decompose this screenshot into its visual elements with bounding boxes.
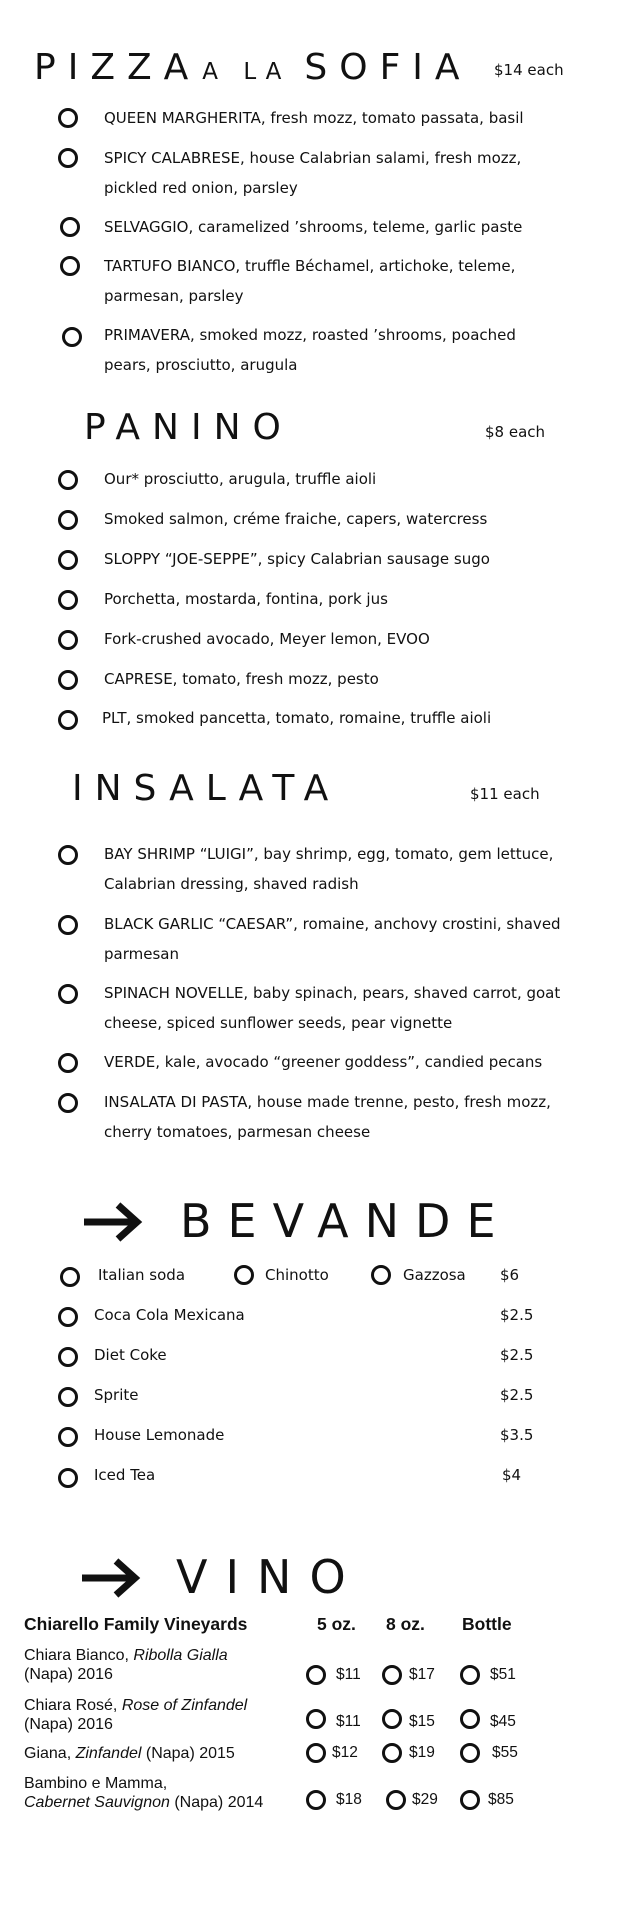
wine-winery-header: Chiarello Family Vineyards (24, 1614, 248, 1634)
insalata-item-text: BLACK GARLIC “CAESAR”, romaine, anchovy crostini, shaved parmesan (104, 915, 561, 963)
checkbox-circle-icon[interactable] (371, 1265, 391, 1285)
panino-price: $8 each (485, 423, 546, 441)
checkbox-circle-icon[interactable] (58, 1093, 78, 1113)
wine-price-bottle: $51 (490, 1666, 516, 1683)
wine-price-5oz: $11 (336, 1666, 361, 1683)
wine-varietal: Rose of Zinfandel (121, 1697, 248, 1714)
checkbox-circle-icon[interactable] (60, 1267, 80, 1287)
insalata-item-text: SPINACH NOVELLE, baby spinach, pears, shaved carrot, goat cheese, spiced sunflower seeds, pear vignette (104, 984, 561, 1032)
pizza-title-main: PIZZA (34, 47, 201, 88)
vino-title: VINO (176, 1550, 364, 1604)
wine-price-8oz: $15 (409, 1713, 435, 1730)
checkbox-circle-icon[interactable] (306, 1665, 326, 1685)
pizza-title-sub: A LA (202, 59, 291, 85)
checkbox-circle-icon[interactable] (58, 1468, 78, 1488)
checkbox-circle-icon[interactable] (382, 1743, 402, 1763)
pizza-item-text: SELVAGGIO, caramelized ’shrooms, teleme, garlic paste (104, 218, 523, 236)
pizza-title (34, 47, 472, 88)
checkbox-circle-icon[interactable] (58, 470, 78, 490)
panino-item-text: Our* prosciutto, arugula, truffle aioli (104, 470, 377, 488)
checkbox-circle-icon[interactable] (58, 108, 78, 128)
drink-label: House Lemonade (94, 1426, 225, 1444)
drink-price: $2.5 (500, 1386, 534, 1404)
wine-price-bottle: $45 (490, 1713, 516, 1730)
checkbox-circle-icon[interactable] (460, 1790, 480, 1810)
drink-row (56, 1462, 576, 1492)
wine-price-5oz: $12 (332, 1744, 358, 1761)
arrow-right-icon (80, 1556, 142, 1600)
checkbox-circle-icon[interactable] (58, 590, 78, 610)
wine-name (24, 1646, 314, 1684)
wine-price-bottle: $85 (488, 1791, 514, 1808)
drink-price: $2.5 (500, 1306, 534, 1324)
checkbox-circle-icon[interactable] (58, 510, 78, 530)
wine-name-part: Chiara Rosé, (24, 1697, 122, 1714)
checkbox-circle-icon[interactable] (386, 1790, 406, 1810)
checkbox-circle-icon[interactable] (58, 1387, 78, 1407)
pizza-item-text: QUEEN MARGHERITA, fresh mozz, tomato passata, basil (104, 109, 524, 127)
wine-col-5oz: 5 oz. (317, 1614, 356, 1634)
pizza-item-text: TARTUFO BIANCO, truffle Béchamel, artichoke, teleme, parmesan, parsley (104, 257, 516, 305)
checkbox-circle-icon[interactable] (306, 1743, 326, 1763)
checkbox-circle-icon[interactable] (58, 845, 78, 865)
wine-name-part: Giana, (24, 1745, 76, 1762)
checkbox-circle-icon[interactable] (382, 1709, 402, 1729)
wine-name-part: Chiara Bianco, (24, 1647, 134, 1664)
soda-option-label: Chinotto (265, 1266, 329, 1284)
wine-name (24, 1696, 314, 1734)
soda-row (56, 1262, 576, 1292)
wine-name-part: (Napa) 2015 (141, 1745, 235, 1762)
wine-price-8oz: $29 (412, 1791, 438, 1808)
insalata-item-text: VERDE, kale, avocado “greener goddess”, candied pecans (104, 1053, 543, 1071)
checkbox-circle-icon[interactable] (306, 1790, 326, 1810)
checkbox-circle-icon[interactable] (58, 1307, 78, 1327)
checkbox-circle-icon[interactable] (306, 1709, 326, 1729)
checkbox-circle-icon[interactable] (58, 984, 78, 1004)
drink-label: Coca Cola Mexicana (94, 1306, 245, 1324)
panino-item-text: Fork-crushed avocado, Meyer lemon, EVOO (104, 630, 430, 648)
wine-name (24, 1744, 314, 1763)
checkbox-circle-icon[interactable] (460, 1743, 480, 1763)
insalata-price: $11 each (470, 785, 540, 803)
insalata-item-text: BAY SHRIMP “LUIGI”, bay shrimp, egg, tomato, gem lettuce, Calabrian dressing, shaved radish (104, 845, 554, 893)
bevande-title: BEVANDE (180, 1194, 512, 1248)
wine-price-8oz: $19 (409, 1744, 435, 1761)
soda-option-label: Italian soda (98, 1266, 186, 1284)
panino-item-text: CAPRESE, tomato, fresh mozz, pesto (104, 670, 379, 688)
panino-item-text: SLOPPY “JOE-SEPPE”, spicy Calabrian sausage sugo (104, 550, 490, 568)
pizza-item-text: SPICY CALABRESE, house Calabrian salami, fresh mozz, pickled red onion, parsley (104, 149, 522, 197)
drink-row (56, 1342, 576, 1372)
checkbox-circle-icon[interactable] (60, 256, 80, 276)
insalata-title: INSALATA (72, 768, 341, 809)
wine-varietal: Zinfandel (75, 1745, 142, 1762)
drink-label: Diet Coke (94, 1346, 167, 1364)
insalata-item-text: INSALATA DI PASTA, house made trenne, pesto, fresh mozz, cherry tomatoes, parmesan cheese (104, 1093, 551, 1141)
checkbox-circle-icon[interactable] (382, 1665, 402, 1685)
drink-price: $3.5 (500, 1426, 534, 1444)
panino-item-text: PLT, smoked pancetta, tomato, romaine, truffle aioli (102, 709, 492, 727)
drink-label: Sprite (94, 1386, 139, 1404)
arrow-right-icon (82, 1200, 144, 1244)
soda-option-label: Gazzosa (403, 1266, 466, 1284)
wine-price-bottle: $55 (492, 1744, 518, 1761)
checkbox-circle-icon[interactable] (58, 710, 78, 730)
pizza-price: $14 each (494, 61, 564, 79)
wine-price-5oz: $11 (336, 1713, 361, 1730)
wine-varietal: Cabernet Sauvignon (24, 1794, 170, 1811)
wine-name-part: (Napa) 2014 (169, 1794, 264, 1811)
drink-price: $2.5 (500, 1346, 534, 1364)
wine-price-5oz: $18 (336, 1791, 362, 1808)
wine-price-8oz: $17 (409, 1666, 435, 1683)
checkbox-circle-icon[interactable] (58, 1053, 78, 1073)
drink-row (56, 1302, 576, 1332)
drink-row (56, 1382, 576, 1412)
wine-col-8oz: 8 oz. (386, 1614, 425, 1634)
checkbox-circle-icon[interactable] (460, 1709, 480, 1729)
checkbox-circle-icon[interactable] (60, 217, 80, 237)
checkbox-circle-icon[interactable] (58, 630, 78, 650)
soda-price: $6 (500, 1266, 520, 1284)
checkbox-circle-icon[interactable] (460, 1665, 480, 1685)
drink-price: $4 (502, 1466, 522, 1484)
checkbox-circle-icon[interactable] (234, 1265, 254, 1285)
panino-item-text: Porchetta, mostarda, fontina, pork jus (104, 590, 388, 608)
wine-varietal: Ribolla Gialla (133, 1647, 228, 1664)
wine-name (24, 1774, 314, 1812)
pizza-item-text: PRIMAVERA, smoked mozz, roasted ’shrooms, poached pears, prosciutto, arugula (104, 326, 516, 374)
wine-name-part: (Napa) 2016 (24, 1666, 113, 1683)
checkbox-circle-icon[interactable] (58, 670, 78, 690)
wine-col-bottle: Bottle (462, 1614, 512, 1634)
drink-row (56, 1422, 576, 1452)
drink-label: Iced Tea (94, 1466, 156, 1484)
checkbox-circle-icon[interactable] (58, 550, 78, 570)
wine-name-part: Bambino e Mamma, (24, 1775, 168, 1792)
checkbox-circle-icon[interactable] (58, 915, 78, 935)
pizza-title-end: SOFIA (304, 47, 472, 88)
panino-item-text: Smoked salmon, créme fraiche, capers, watercress (104, 510, 488, 528)
checkbox-circle-icon[interactable] (58, 1347, 78, 1367)
panino-title: PANINO (84, 407, 293, 448)
checkbox-circle-icon[interactable] (62, 327, 82, 347)
wine-name-part: (Napa) 2016 (24, 1716, 113, 1733)
checkbox-circle-icon[interactable] (58, 1427, 78, 1447)
checkbox-circle-icon[interactable] (58, 148, 78, 168)
